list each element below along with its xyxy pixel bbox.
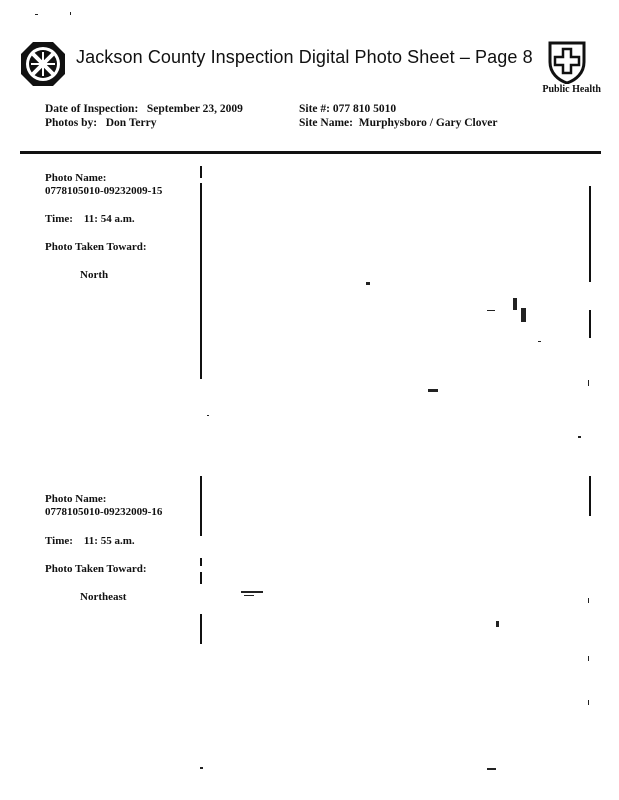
site-number-label: Site #: <box>299 103 330 115</box>
photo-2-frame-left <box>200 572 202 584</box>
photo-2-name-value: 0778105010-09232009-16 <box>45 506 163 518</box>
photo-2-name-label: Photo Name: <box>45 493 107 505</box>
photo-1-name-label: Photo Name: <box>45 172 107 184</box>
site-name-label: Site Name: <box>299 117 353 129</box>
photo-1-toward-label: Photo Taken Toward: <box>45 241 147 253</box>
scan-speck <box>244 595 254 596</box>
photo-1-name-value: 0778105010-09232009-15 <box>45 185 163 197</box>
site-name <box>299 117 497 129</box>
photo-2-frame-left <box>200 614 202 644</box>
scan-speck <box>578 436 581 438</box>
photo-2-time-label: Time: <box>45 535 73 547</box>
photo-2-frame-right <box>589 476 591 516</box>
photo-2-time-value: 11: 55 a.m. <box>83 535 135 547</box>
page-title: Jackson County Inspection Digital Photo Sheet – Page 8 <box>76 47 533 67</box>
photo-1-toward-value: North <box>80 269 109 281</box>
site-number-value: 077 810 5010 <box>332 103 397 115</box>
header-divider <box>20 151 601 154</box>
scan-speck <box>496 621 499 627</box>
scan-speck <box>588 598 589 603</box>
site-name-value: Murphysboro / Gary Clover <box>358 117 498 129</box>
scan-speck <box>588 700 589 705</box>
photo-1-frame-left <box>200 166 202 178</box>
scan-mark <box>70 12 71 15</box>
photo-2-frame-left <box>200 558 202 566</box>
photo-2-toward-label: Photo Taken Toward: <box>45 563 147 575</box>
scan-speck <box>428 389 438 392</box>
photo-1-time-value: 11: 54 a.m. <box>83 213 135 225</box>
photo-1-frame-right <box>589 186 591 282</box>
date-label: Date of Inspection: <box>45 103 139 115</box>
scan-speck <box>487 310 495 311</box>
public-health-logo-text: Public Health <box>542 84 601 95</box>
photos-by-label: Photos by: <box>45 117 98 129</box>
scan-speck <box>200 767 203 769</box>
photo-2-frame-left <box>200 476 202 536</box>
photo-2-time <box>45 535 135 548</box>
photo-1-time <box>45 213 135 226</box>
photo-1-time-label: Time: <box>45 213 73 225</box>
scan-speck <box>521 308 526 322</box>
site-number <box>299 103 396 115</box>
scan-speck <box>241 591 263 593</box>
date-value: September 23, 2009 <box>146 103 243 115</box>
scan-mark <box>35 14 38 15</box>
photo-1-frame-left <box>200 183 202 379</box>
scan-speck <box>207 415 209 416</box>
scan-speck <box>588 656 589 661</box>
photos-by <box>45 117 157 129</box>
date-of-inspection <box>45 103 243 115</box>
scan-speck <box>588 380 589 386</box>
scan-speck <box>366 282 370 285</box>
public-health-cross-icon <box>546 40 588 84</box>
scan-speck <box>538 341 541 342</box>
scan-speck <box>513 298 517 310</box>
photo-2-toward-value: Northeast <box>80 591 127 603</box>
scan-speck <box>487 768 496 770</box>
photo-1-frame-right <box>589 310 591 338</box>
jackson-county-seal-icon <box>19 40 67 88</box>
photos-by-value: Don Terry <box>105 117 157 129</box>
